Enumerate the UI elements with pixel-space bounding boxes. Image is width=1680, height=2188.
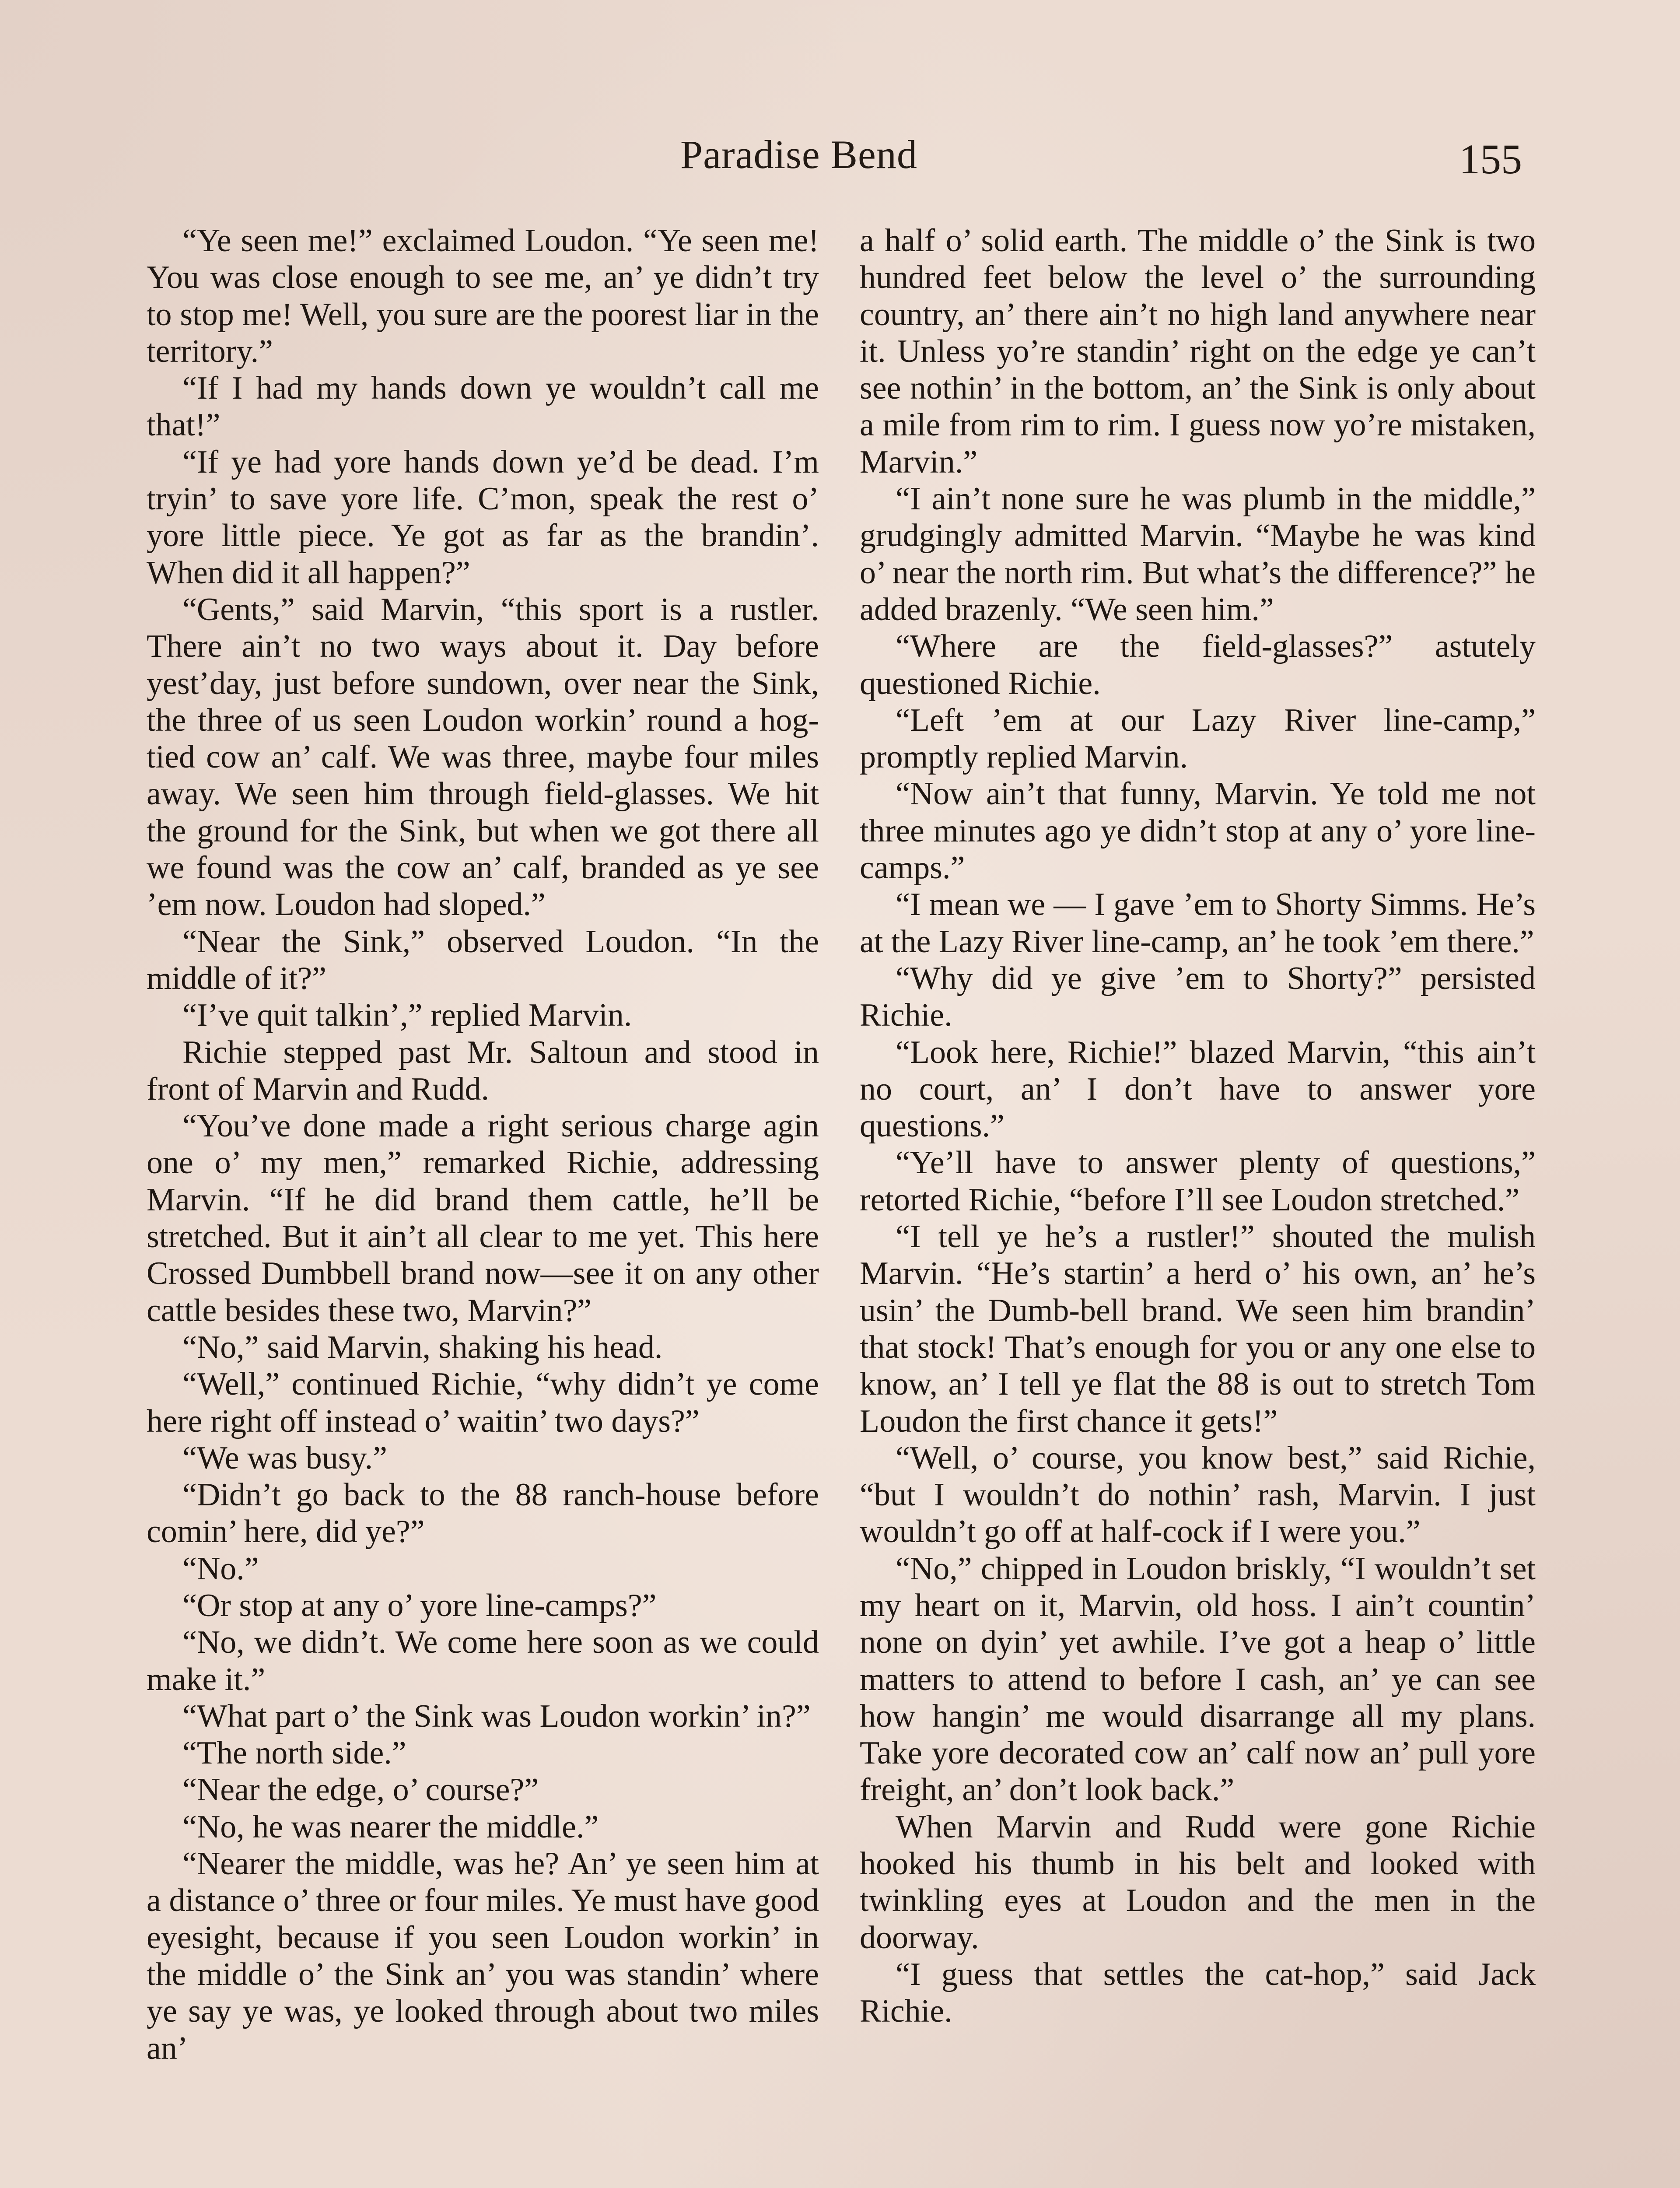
paragraph: “Or stop at any o’ yore line-camps?”: [182, 1587, 657, 1623]
paragraph: Richie stepped past Mr. Saltoun and stood in front of Marvin and Rudd.: [147, 1034, 819, 1107]
paragraph: “Left ’em at our Lazy River line-camp,” promptly replied Marvin.: [860, 702, 1536, 775]
paragraph: When Marvin and Rudd were gone Richie hooked his thumb in his belt and looked with twinkling eyes at Loudon and the men in the doorway.: [860, 1809, 1536, 1956]
paragraph: “We was busy.”: [182, 1440, 388, 1476]
paragraph: “I ain’t none sure he was plumb in the middle,” grudgingly admitted Marvin. “Maybe he was kind o’ near the north rim. But what’s the difference?” he added brazenly. “We seen him.”: [860, 481, 1536, 628]
paragraph: “No, we didn’t. We come here soon as we could make it.”: [147, 1624, 819, 1697]
paragraph: “I mean we — I gave ’em to Shorty Simms. He’s at the Lazy River line-camp, an’ he took ’em there.”: [860, 887, 1536, 960]
paragraph: “Now ain’t that funny, Marvin. Ye told me not three minutes ago ye didn’t stop at any o’ yore line-camps.”: [860, 776, 1536, 886]
paragraph: “No, he was nearer the middle.”: [182, 1809, 599, 1845]
page-number: 155: [1459, 136, 1522, 182]
paragraph: “Nearer the middle, was he? An’ ye seen him at a distance o’ three or four miles. Ye must have good eyesight, because if you seen Loudon workin’ in the middle o’ the Sink an’ you was standin’ where ye say ye was, ye looked through about two miles an’: [147, 1846, 819, 2066]
paragraph: “Look here, Richie!” blazed Marvin, “this ain’t no court, an’ I don’t have to answer yore questions.”: [860, 1034, 1536, 1144]
paragraph: “Near the edge, o’ course?”: [182, 1772, 539, 1808]
paragraph: “What part o’ the Sink was Loudon workin’ in?”: [182, 1698, 811, 1734]
paragraph: “The north side.”: [182, 1735, 406, 1771]
paragraph: “Well, o’ course, you know best,” said Richie, “but I wouldn’t do nothin’ rash, Marvin. I just wouldn’t go off at half-cock if I were you.”: [860, 1440, 1536, 1550]
running-title: Paradise Bend: [680, 132, 917, 177]
paragraph: “If I had my hands down ye wouldn’t call me that!”: [147, 370, 819, 443]
paragraph: “Where are the field-glasses?” astutely questioned Richie.: [860, 628, 1536, 701]
paragraph: “Ye seen me!” exclaimed Loudon. “Ye seen me! You was close enough to see me, an’ ye didn’t try to stop me! Well, you sure are the poorest liar in the territory.”: [147, 223, 819, 369]
left-column: [147, 222, 819, 2188]
paragraph: “I’ve quit talkin’,” replied Marvin.: [182, 997, 632, 1034]
paragraph: “Well,” continued Richie, “why didn’t ye come here right off instead o’ waitin’ two days?”: [147, 1366, 819, 1439]
paragraph: “Didn’t go back to the 88 ranch-house before comin’ here, did ye?”: [147, 1477, 819, 1550]
paragraph: “I tell ye he’s a rustler!” shouted the mulish Marvin. “He’s startin’ a herd o’ his own, an’ he’s usin’ the Dumb-bell brand. We seen him brandin’ that stock! That’s enough for you or any one else to know, an’ I tell ye flat the 88 is out to stretch Tom Loudon the first chance it gets!”: [860, 1219, 1536, 1439]
paragraph: “No,” chipped in Loudon briskly, “I wouldn’t set my heart on it, Marvin, old hoss. I ain’t countin’ none on dyin’ yet awhile. I’ve got a heap o’ little matters to attend to before I cash, an’ ye can see how hangin’ me would disarrange all my plans. Take yore decorated cow an’ calf now an’ pull yore freight, an’ don’t look back.”: [860, 1550, 1536, 1808]
page-header: [0, 127, 1680, 188]
right-column: [860, 222, 1536, 2188]
paragraph: “No.”: [182, 1550, 259, 1587]
paragraph: “Near the Sink,” observed Loudon. “In the middle of it?”: [147, 923, 819, 996]
paragraph: “Gents,” said Marvin, “this sport is a rustler. There ain’t no two ways about it. Day before yest’day, just before sundown, over near the Sink, the three of us seen Loudon workin’ round a hog-tied cow an’ calf. We was three, maybe four miles away. We seen him through field-glasses. We hit the ground for the Sink, but when we got there all we found was the cow an’ calf, branded as ye see ’em now. Loudon had sloped.”: [147, 591, 819, 923]
paragraph: “You’ve done made a right serious charge agin one o’ my men,” remarked Richie, addressing Marvin. “If he did brand them cattle, he’ll be stretched. But it ain’t all clear to me yet. This here Crossed Dumbbell brand now—see it on any other cattle besides these two, Marvin?”: [147, 1108, 819, 1329]
paragraph-continued: a half o’ solid earth. The middle o’ the Sink is two hundred feet below the level o’ the surrounding country, an’ there ain’t no high land anywhere near it. Unless yo’re standin’ right on the edge ye can’t see nothin’ in the bottom, an’ the Sink is only about a mile from rim to rim. I guess now yo’re mistaken, Marvin.”: [860, 223, 1536, 480]
paragraph: “Why did ye give ’em to Shorty?” persisted Richie.: [860, 960, 1536, 1034]
paragraph: “No,” said Marvin, shaking his head.: [182, 1329, 663, 1365]
paragraph: “I guess that settles the cat-hop,” said Jack Richie.: [860, 1956, 1536, 2030]
paragraph: “Ye’ll have to answer plenty of questions,” retorted Richie, “before I’ll see Loudon stretched.”: [860, 1145, 1536, 1218]
paragraph: “If ye had yore hands down ye’d be dead. I’m tryin’ to save yore life. C’mon, speak the rest o’ yore little piece. Ye got as far as the brandin’. When did it all happen?”: [147, 444, 819, 591]
